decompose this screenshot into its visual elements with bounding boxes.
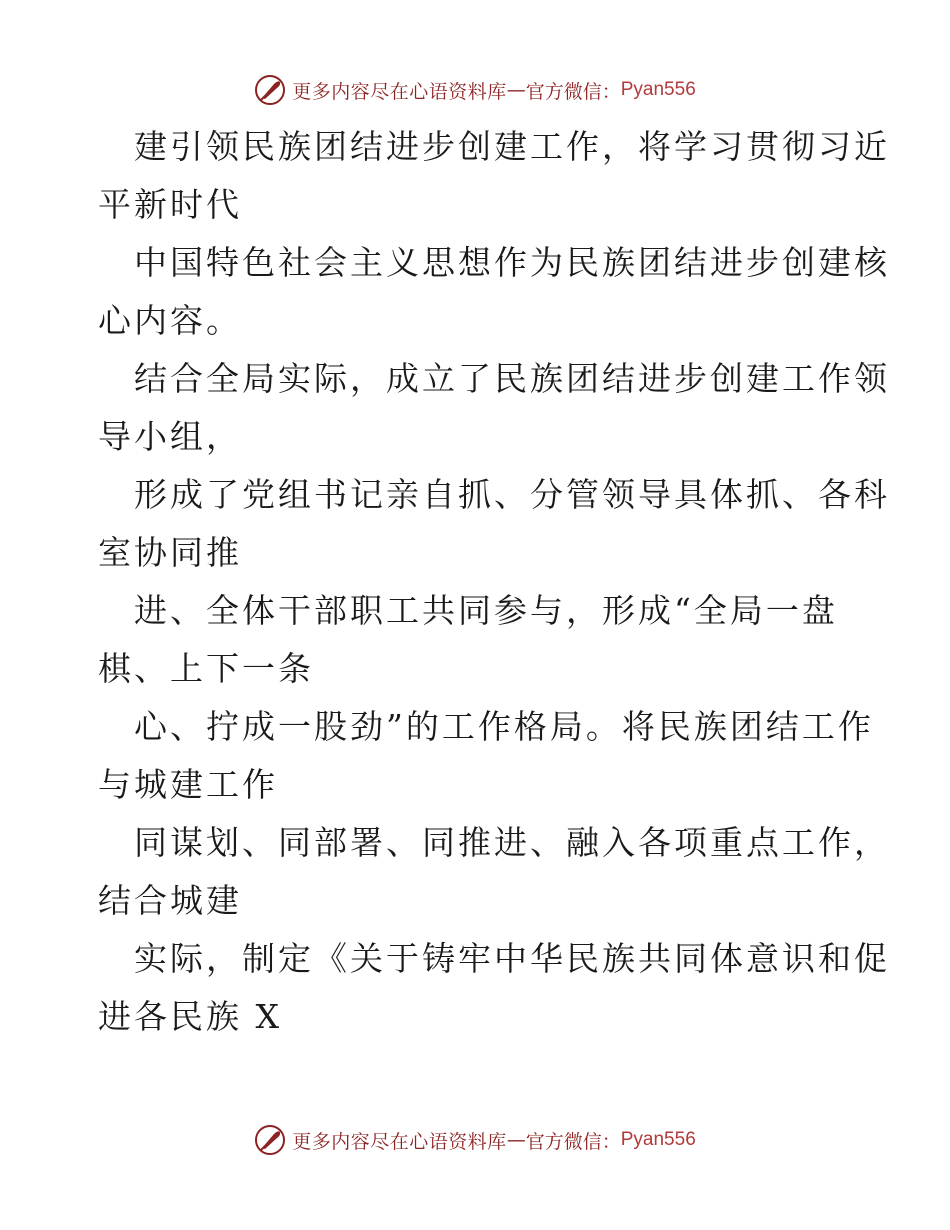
header-wechat-id: Pyan556 — [620, 79, 696, 100]
paragraph-line: 导小组， — [98, 417, 242, 456]
footer-wechat-label: 官方微信： — [525, 1130, 621, 1153]
paragraph-line: 室协同推 — [98, 533, 242, 572]
document-body — [98, 118, 890, 1046]
paragraph-line: 同谋划、同部署、同推进、融入各项重点工作， — [134, 823, 890, 862]
paragraph-line: 实际，制定《关于铸牢中华民族共同体意识和促 — [134, 939, 890, 978]
paragraph-line: 进各民族 X — [98, 997, 282, 1036]
pen-feather-logo-icon — [254, 1124, 286, 1156]
header-separator: — — [506, 79, 526, 101]
pen-feather-logo-icon — [254, 74, 286, 106]
header-banner — [0, 70, 950, 110]
header-site-text: 更多内容尽在心语资料库 — [292, 80, 507, 103]
footer-wechat-id: Pyan556 — [620, 1129, 696, 1150]
header-wechat-label: 官方微信： — [525, 80, 621, 103]
paragraph-line: 心内容。 — [98, 301, 242, 340]
paragraph-line: 进、全体干部职工共同参与，形成“全局一盘 — [134, 591, 838, 630]
paragraph-line: 形成了党组书记亲自抓、分管领导具体抓、各科 — [134, 475, 890, 514]
footer-separator: — — [506, 1129, 526, 1151]
footer-banner — [0, 1120, 950, 1160]
paragraph-line: 结合全局实际，成立了民族团结进步创建工作领 — [134, 359, 890, 398]
paragraph-line: 中国特色社会主义思想作为民族团结进步创建核 — [134, 243, 890, 282]
paragraph-line: 平新时代 — [98, 185, 242, 224]
footer-site-text: 更多内容尽在心语资料库 — [292, 1130, 507, 1153]
paragraph-line: 结合城建 — [98, 881, 242, 920]
paragraph-line: 与城建工作 — [98, 765, 278, 804]
paragraph-line: 建引领民族团结进步创建工作，将学习贯彻习近 — [134, 127, 890, 166]
paragraph-line: 心、拧成一股劲”的工作格局。将民族团结工作 — [134, 707, 874, 746]
paragraph-line: 棋、上下一条 — [98, 649, 314, 688]
